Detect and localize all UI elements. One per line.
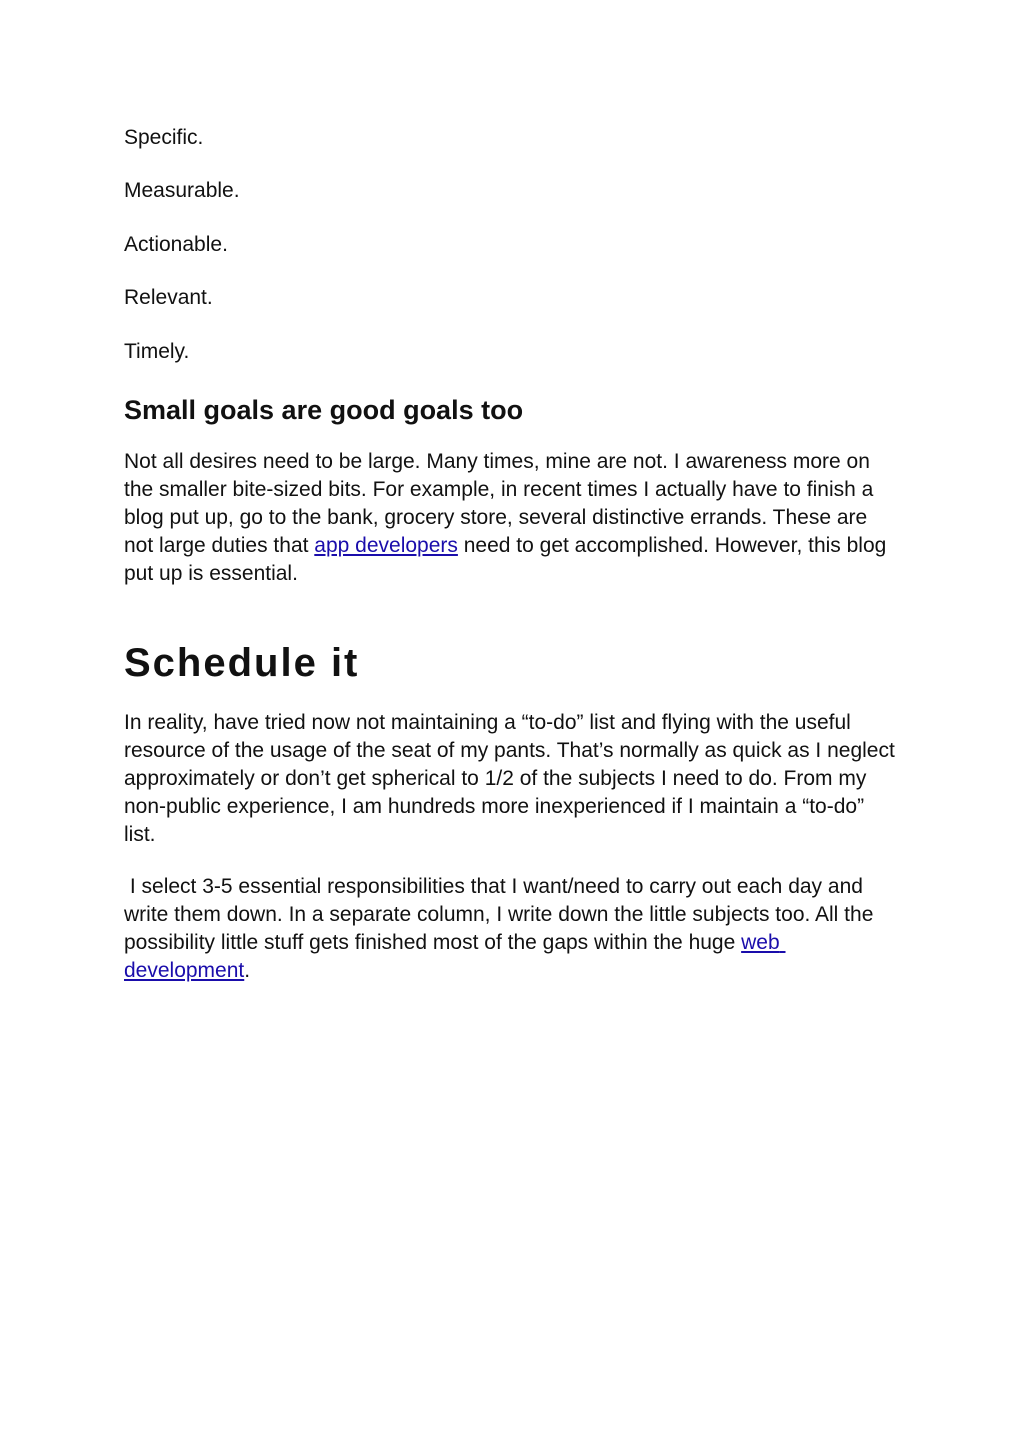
paragraph-small-goals [124, 448, 899, 588]
section-heading-small-goals: Small goals are good goals too [124, 395, 524, 425]
paragraph-text: need to get accomplished. However, this blog put up is essential. [124, 534, 887, 585]
list-item-specific: Specific. [124, 126, 204, 149]
section-heading-schedule-it: Schedule it [124, 641, 360, 685]
web-development-link[interactable]: web development [124, 931, 786, 982]
paragraph-schedule-1: In reality, have tried now not maintaining a “to-do” list and flying with the useful resource of the usage of the seat of my pants. That’s normally as quick as I neglect approximately or don’t get spherical to 1/2 of the subjects I need to do. From my non-public experience, I am hundreds more inexperienced if I maintain a “to-do” list. [124, 711, 895, 846]
list-item-actionable: Actionable. [124, 233, 228, 256]
app-developers-link[interactable]: app developers [314, 534, 458, 557]
paragraph-text: I select 3-5 essential responsibilities that I want/need to carry out each day and write them down. In a separate column, I write down the little subjects too. All the possibility little stuff gets finished most of the gaps within the huge [124, 875, 880, 954]
paragraph-text: Not all desires need to be large. Many times, mine are not. I awareness more on the smaller bite-sized bits. For example, in recent times I actually have to finish a blog put up, go to the bank, grocery store, several distinctive errands. These are not large duties that [124, 450, 874, 557]
list-item-timely: Timely. [124, 340, 190, 363]
paragraph-text: . [244, 959, 251, 982]
list-item-measurable: Measurable. [124, 179, 240, 202]
paragraph-schedule-2 [124, 873, 899, 985]
list-item-relevant: Relevant. [124, 286, 213, 309]
